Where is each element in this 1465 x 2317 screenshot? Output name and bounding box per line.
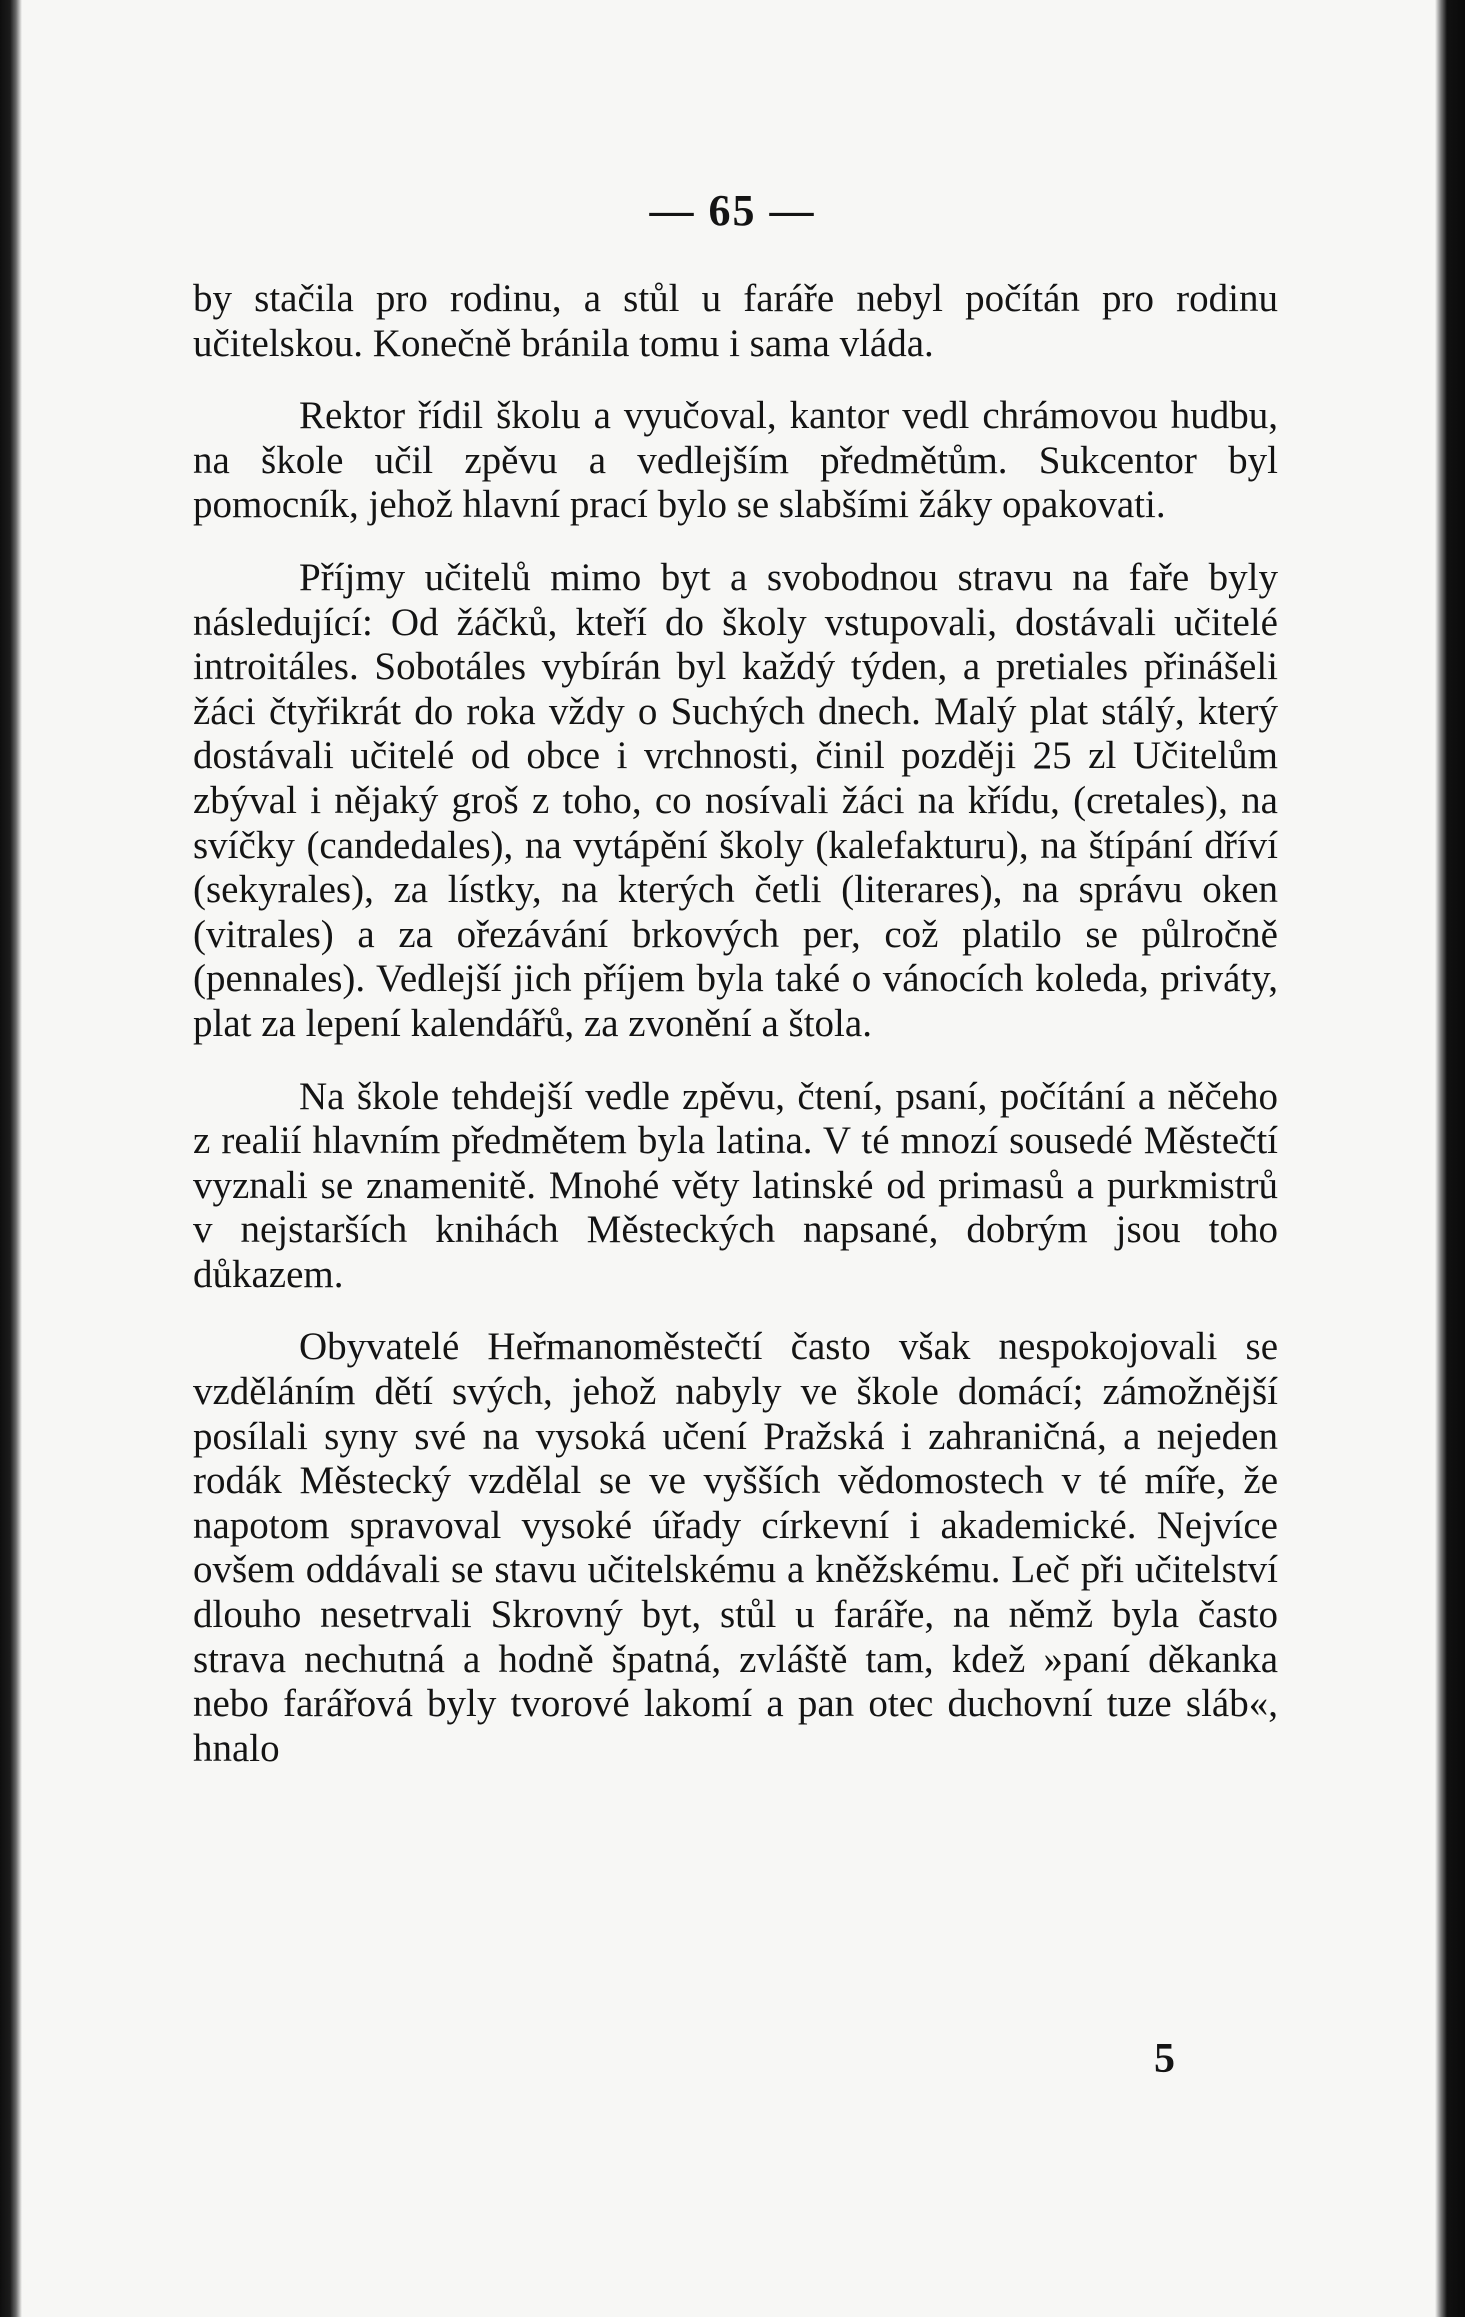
scan-edge-right xyxy=(1435,0,1465,2317)
paragraph-1: by stačila pro rodinu, a stůl u faráře nebyl počítán pro rodinu učitelskou. Konečně bránila tomu i sama vláda. xyxy=(193,277,1278,365)
signature-mark: 5 xyxy=(1154,2036,1175,2082)
paragraph-3: Příjmy učitelů mimo byt a svobodnou stravu na faře byly následující: Od žáčků, kteří do školy vstupovali, dostávali učitelé introitáles. Sobotáles vybírán byl každý týden, a pretiales přinášeli žáci čtyřikrát do roka vždy o Suchých dnech. Malý plat stálý, který dostávali učitelé od obce i vrchnosti, činil později 25 zl Učitelům zbýval i nějaký groš z toho, co nosívali žáci na křídu, (cretales), na svíčky (candedales), na vytápění školy (kalefakturu), na štípání dříví (sekyrales), za lístky, na kterých četli (literares), na správu oken (vitrales) a za ořezávání brkových per, což platilo se půlročně (pennales). Vedlejší jich příjem byla také o vánocích koleda, priváty, plat za lepení kalendářů, za zvonění a štola. xyxy=(193,555,1278,1045)
page-number: — 65 — xyxy=(649,186,816,235)
paragraph-4: Na škole tehdejší vedle zpěvu, čtení, psaní, počítání a něčeho z realií hlavním předmětem byla latina. V té mnozí sousedé Městečtí vyznali se znamenitě. Mnohé věty latinské od primasů a purkmistrů v nejstarších knihách Městeckých napsané, dobrým jsou toho důkazem. xyxy=(193,1074,1278,1296)
paragraph-2: Rektor řídil školu a vyučoval, kantor vedl chrámovou hudbu, na škole učil zpěvu a vedlejším předmětům. Sukcentor byl pomocník, jehož hlavní prací bylo se slabšími žáky opakovati. xyxy=(193,394,1278,527)
body-text xyxy=(193,277,1278,1771)
paragraph-5: Obyvatelé Heřmanoměstečtí často však nespokojovali se vzděláním dětí svých, jehož nabyly ve škole domácí; zámožnější posílali syny své na vysoká učení Pražská i zahraničná, a nejeden rodák Městecký vzdělal se ve vyšších vědomostech v té míře, že napotom spravoval vysoké úřady církevní i akademické. Nejvíce ovšem oddávali se stavu učitelskému a kněžskému. Leč při učitelství dlouho nesetrvali Skrovný byt, stůl u faráře, na němž byla často strava nechutná a hodně špatná, zvláště tam, kdež »paní děkanka nebo farářová byly tvorové lakomí a pan otec duchovní tuze sláb«, hnalo xyxy=(193,1325,1278,1770)
scan-edge-left xyxy=(0,0,22,2317)
